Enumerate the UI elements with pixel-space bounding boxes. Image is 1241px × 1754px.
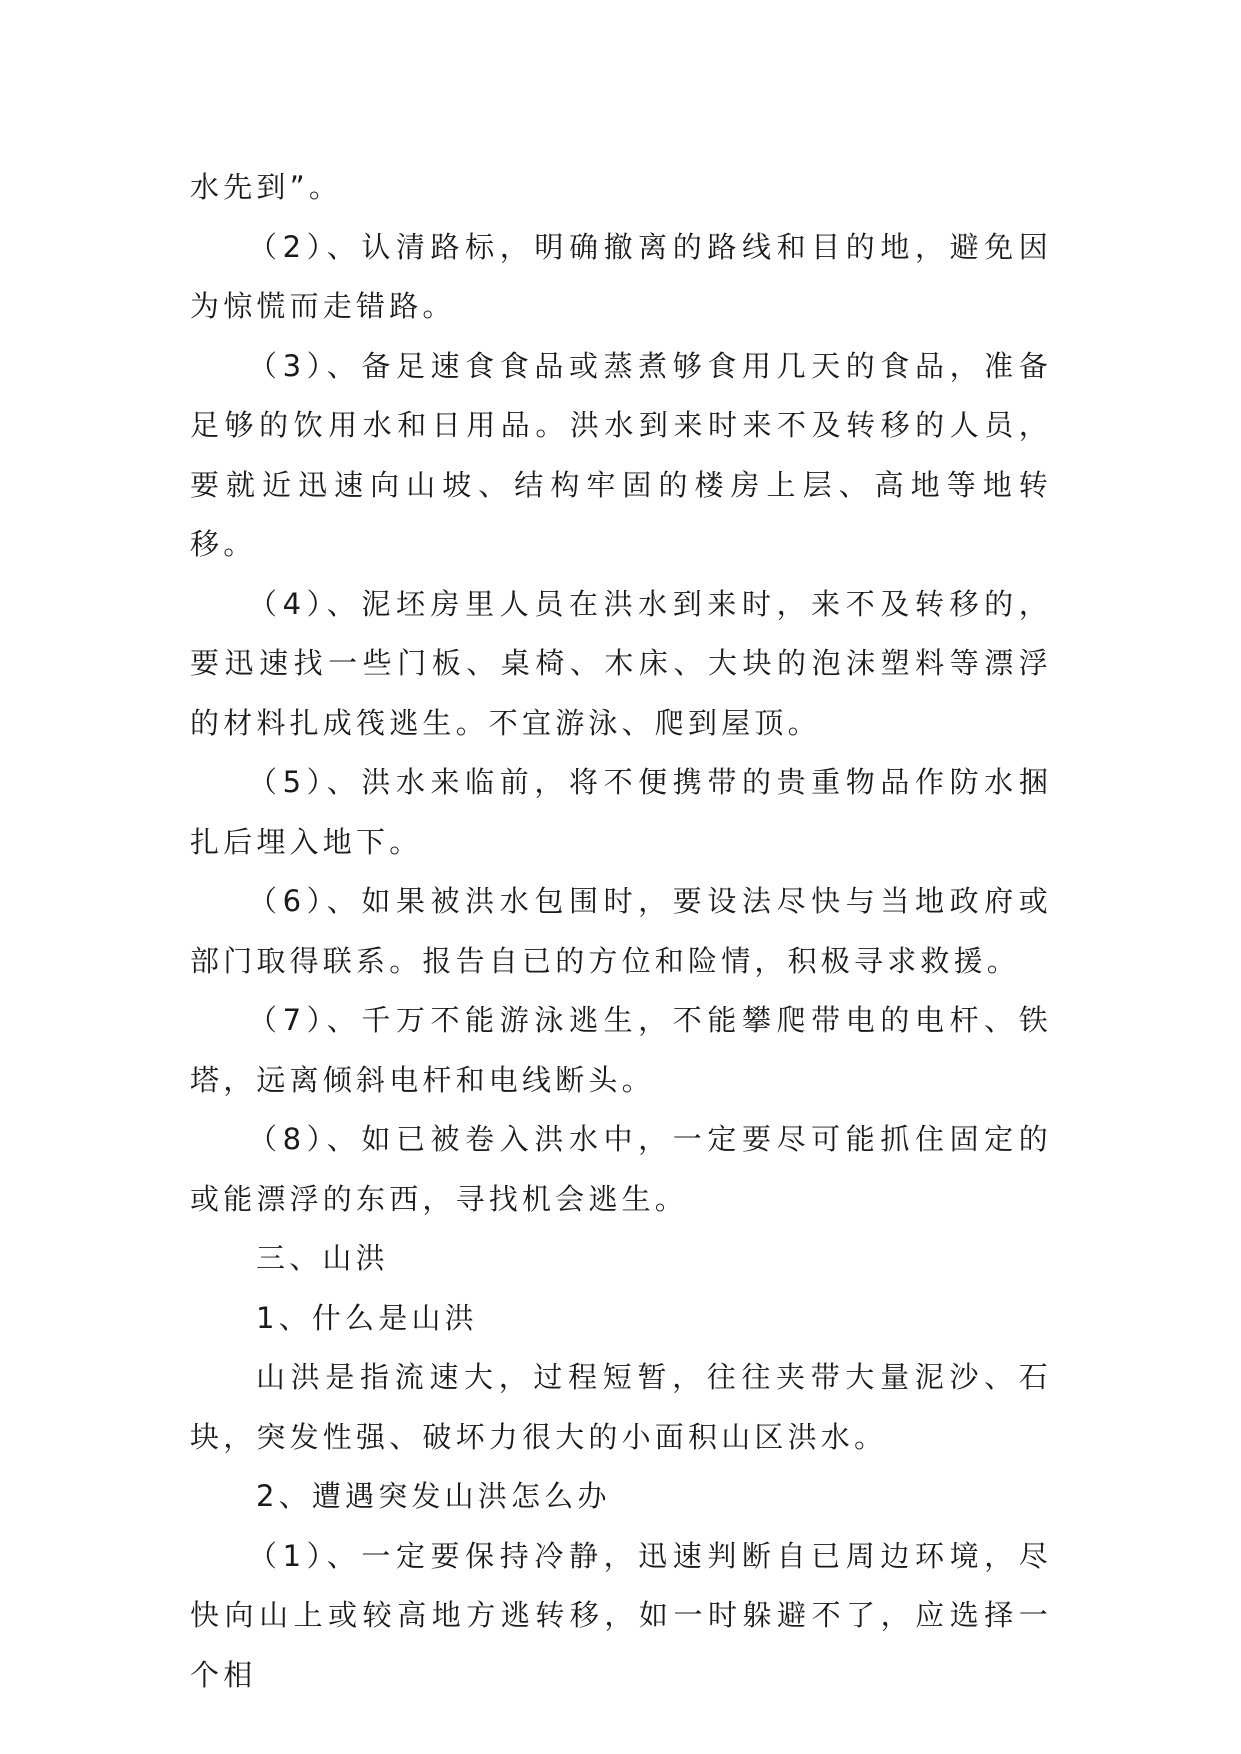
paragraph-item-2: （2）、认清路标，明确撤离的路线和目的地，避免因为惊慌而走错路。 <box>190 229 1052 323</box>
subsection-heading-1: 1、什么是山洪 <box>256 1300 478 1335</box>
paragraph-item-7: （7）、千万不能游泳逃生，不能攀爬带电的电杆、铁塔，远离倾斜电杆和电线断头。 <box>190 1003 1052 1097</box>
paragraph-item-8: （8）、如已被卷入洪水中，一定要尽可能抓住固定的或能漂浮的东西，寻找机会逃生。 <box>190 1122 1052 1216</box>
paragraph-item-5: （5）、洪水来临前，将不便携带的贵重物品作防水捆扎后埋入地下。 <box>190 765 1052 859</box>
subsection-heading-2: 2、遭遇突发山洪怎么办 <box>256 1479 611 1513</box>
document-body <box>190 158 1052 1705</box>
paragraph-continuation: 水先到”。 <box>190 170 343 204</box>
paragraph-item-6: （6）、如果被洪水包围时，要设法尽快与当地政府或部门取得联系。报告自已的方位和险情，积极寻求救援。 <box>190 884 1052 978</box>
paragraph-item-3: （3）、备足速食食品或蒸煮够食用几天的食品，准备足够的饮用水和日用品。洪水到来时来不及转移的人员，要就近迅速向山坡、结构牢固的楼房上层、高地等地转移。 <box>190 348 1052 561</box>
section-heading: 三、山洪 <box>256 1241 389 1275</box>
paragraph-definition: 山洪是指流速大，过程短暂，往往夹带大量泥沙、石块，突发性强、破坏力很大的小面积山区洪水。 <box>190 1360 1052 1454</box>
paragraph-response-item-1: （1）、一定要保持冷静，迅速判断自已周边环境，尽快向山上或较高地方逃转移，如一时躲避不了，应选择一个相 <box>190 1538 1052 1692</box>
paragraph-item-4: （4）、泥坯房里人员在洪水到来时，来不及转移的，要迅速找一些门板、桌椅、木床、大块的泡沫塑料等漂浮的材料扎成筏逃生。不宜游泳、爬到屋顶。 <box>190 586 1052 740</box>
